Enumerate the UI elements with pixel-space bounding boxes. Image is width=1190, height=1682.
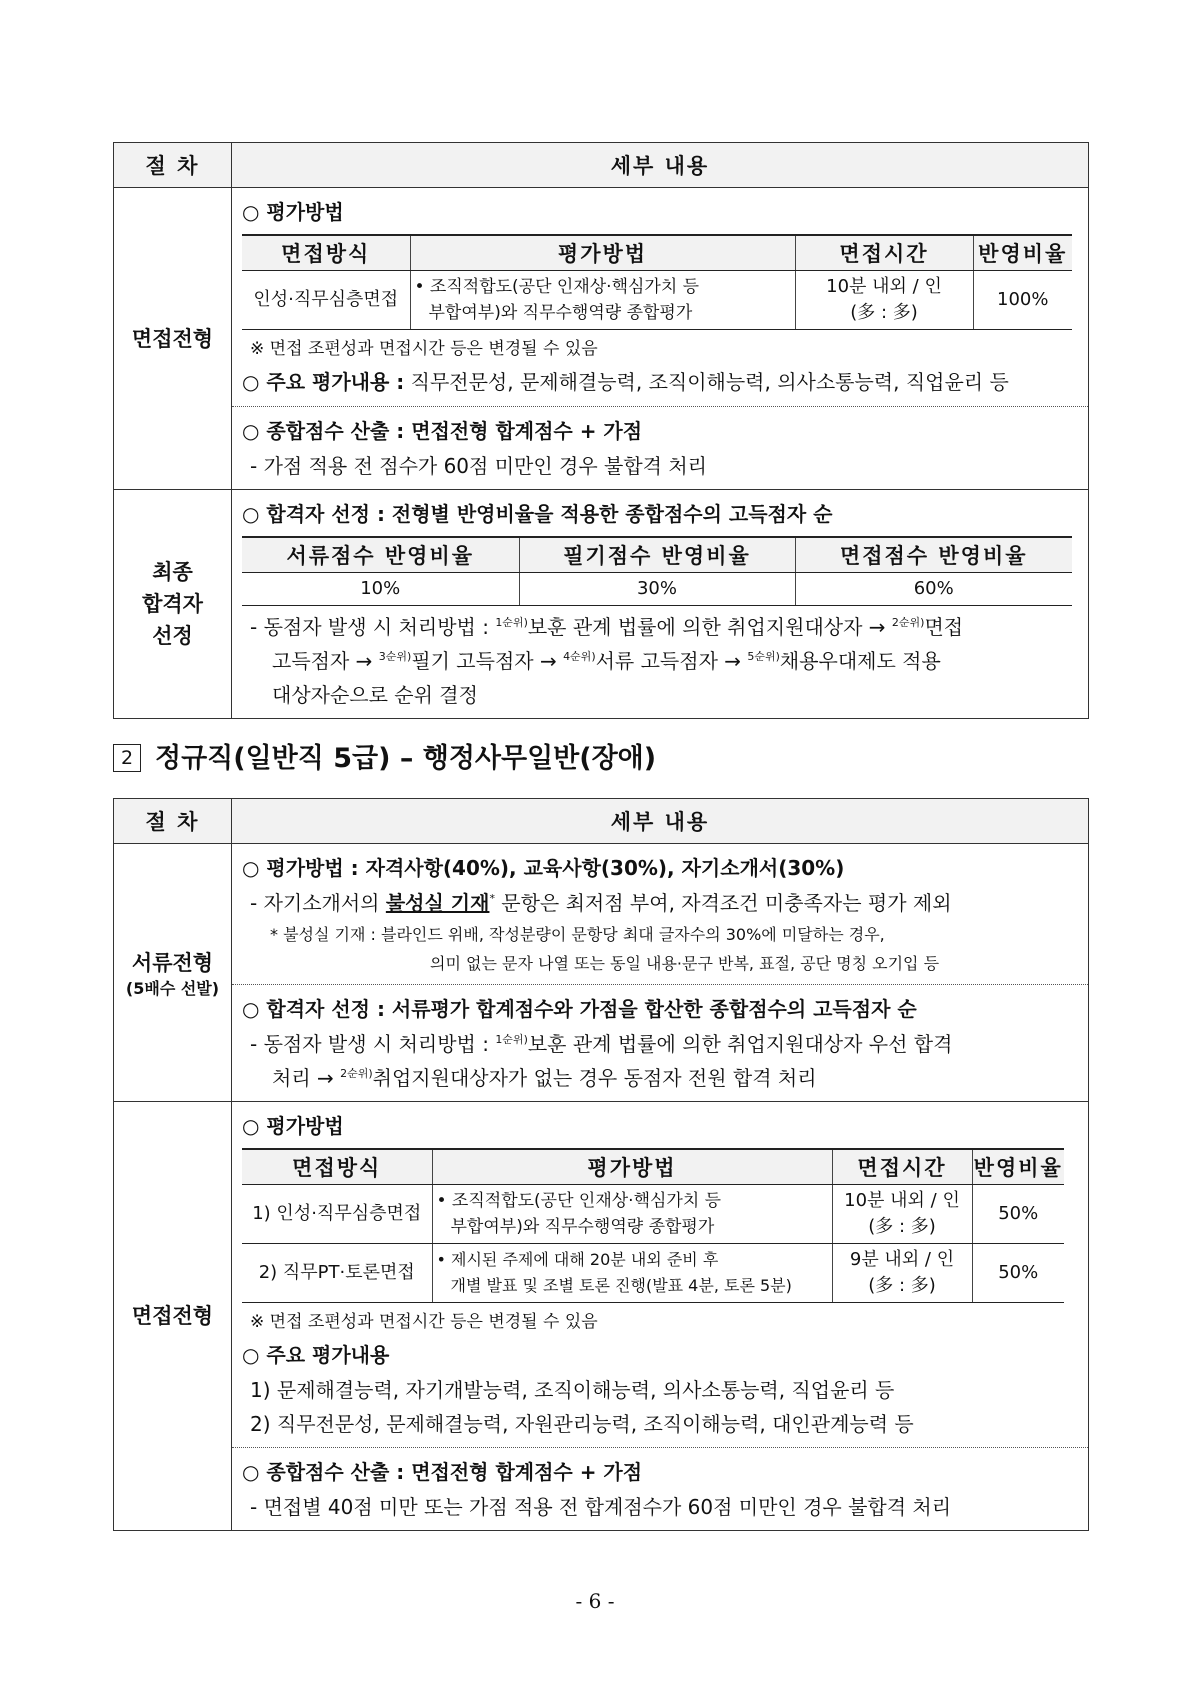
header-detail: 세부 내용: [232, 799, 1089, 844]
time-line2: (多 : 多): [868, 1275, 936, 1296]
table-row: [242, 271, 1072, 330]
eval-method-line2: 부합여부)와 직무수행역량 종합평가: [428, 303, 693, 323]
document-method-section: [232, 844, 1088, 984]
table-header-row: [114, 143, 1089, 188]
document-detail: [232, 844, 1089, 1102]
tie-text: 필기 고득점자 →: [411, 649, 564, 673]
rule-text: - 자기소개서의: [250, 891, 386, 915]
final-title: ○ 합격자 선정 : 전형별 반영비율을 적용한 종합점수의 고득점자 순: [242, 502, 833, 526]
col-eval-method: 평가방법: [432, 1149, 832, 1185]
tie-text: 채용우대제도 적용: [779, 649, 941, 673]
score-rule: - 가점 적용 전 점수가 60점 미만인 경우 불합격 처리: [250, 454, 707, 478]
time-line1: 9분 내외 / 인: [849, 1249, 955, 1270]
rank-1: 1순위): [495, 616, 528, 629]
interview-row: [114, 188, 1089, 490]
col-interview-time: 면접시간: [795, 235, 973, 271]
interview-ratio: 60%: [795, 573, 1072, 606]
main-eval-title: ○ 주요 평가내용: [242, 1343, 390, 1367]
page-number: - 6 -: [575, 1589, 615, 1613]
col-ratio: 반영비율: [973, 235, 1072, 271]
col-written-ratio: 필기점수 반영비율: [519, 537, 795, 573]
final-label-line3: 선정: [152, 624, 193, 648]
interview-time: [832, 1244, 972, 1303]
table-row: [242, 1185, 1064, 1244]
eval-method-line1: • 조직적합도(공단 인재상·핵심가치 등: [414, 277, 700, 297]
ratio-table: [242, 536, 1072, 606]
doc-ratio: 10%: [242, 573, 519, 606]
main-eval-content: [242, 364, 1080, 400]
ratio: 50%: [972, 1185, 1064, 1244]
tie-text: 면접: [924, 615, 964, 639]
procedure-table-1: [113, 142, 1089, 719]
interview-method-section: [232, 1102, 1088, 1447]
final-label-line2: 합격자: [142, 592, 203, 616]
document-row: [114, 844, 1089, 1102]
eval-method: [432, 1185, 832, 1244]
rank-5: 5순위): [747, 650, 780, 663]
table-row: [242, 573, 1072, 606]
rank-3: 3순위): [378, 650, 412, 663]
col-doc-ratio: 서류점수 반영비율: [242, 537, 519, 573]
section-2-title: 정규직(일반직 5급) – 행정사무일반(장애): [155, 743, 657, 774]
col-eval-method: 평가방법: [410, 235, 795, 271]
rank-2: 2순위): [340, 1067, 373, 1080]
time-line1: 10분 내외 / 인: [844, 1190, 960, 1211]
final-label-line1: 최종: [152, 560, 193, 584]
eval-method-line1: • 조직적합도(공단 인재상·핵심가치 등: [436, 1191, 722, 1211]
written-ratio: 30%: [519, 573, 795, 606]
eval-method-line1: • 제시된 주제에 대해 20분 내외 준비 후: [436, 1250, 719, 1269]
interview-label: 면접전형: [114, 188, 232, 490]
col-interview-ratio: 면접점수 반영비율: [795, 537, 1072, 573]
interview-note: ※ 면접 조편성과 면접시간 등은 변경될 수 있음: [250, 1312, 598, 1332]
col-interview-time: 면접시간: [832, 1149, 972, 1185]
footnote-star: *: [489, 892, 495, 905]
rule-text: 문항은 최저점 부여, 자격조건 미충족자는 평가 제외: [494, 891, 952, 915]
main-eval-item-1: 1) 문제해결능력, 자기개발능력, 조직이해능력, 의사소통능력, 직업윤리 등: [250, 1378, 895, 1402]
score-title: ○ 종합점수 산출 : 면접전형 합계점수 + 가점: [242, 1460, 643, 1484]
footnote-line2: 의미 없는 문자 나열 또는 동일 내용·문구 반복, 표절, 공단 명칭 오기입 등: [430, 954, 940, 973]
interview-label: 면접전형: [114, 1102, 232, 1531]
interview-type: 인성·직무심층면접: [242, 271, 410, 330]
document-select-section: [232, 984, 1088, 1101]
tie-text: 보훈 관계 법률에 의한 취업지원대상자 →: [527, 615, 892, 639]
final-section: [232, 490, 1088, 718]
document-label-text: 서류전형: [131, 950, 214, 975]
header-procedure: 절 차: [114, 799, 232, 844]
tie-text: - 동점자 발생 시 처리방법 :: [250, 615, 496, 639]
time-line2: (多 : 多): [868, 1216, 936, 1237]
interview-method-table: [242, 1148, 1064, 1303]
score-section: [232, 406, 1088, 489]
rank-2: 2순위): [891, 616, 925, 629]
final-label: [114, 490, 232, 719]
score-section: [232, 1447, 1088, 1530]
header-detail: 세부 내용: [232, 143, 1089, 188]
ratio: 100%: [973, 271, 1072, 330]
interview-detail: [232, 188, 1089, 490]
col-ratio: 반영비율: [972, 1149, 1064, 1185]
interview-time: [795, 271, 973, 330]
interview-time: [832, 1185, 972, 1244]
tie-break-rule: [242, 610, 1080, 712]
time-line1: 10분 내외 / 인: [826, 276, 942, 297]
document-label: [114, 844, 232, 1102]
tie-text: 취업지원대상자가 없는 경우 동점자 전원 합격 처리: [372, 1066, 817, 1090]
rank-1: 1순위): [495, 1033, 528, 1046]
score-rule: - 면접별 40점 미만 또는 가점 적용 전 합계점수가 60점 미만인 경우 불합격 처리: [250, 1495, 952, 1519]
main-eval-text: 직무전문성, 문제해결능력, 조직이해능력, 의사소통능력, 직업윤리 등: [404, 370, 1009, 394]
section-number-box: 2: [113, 744, 141, 772]
tie-text: 대상자순으로 순위 결정: [272, 683, 478, 707]
tie-text: 처리 →: [272, 1066, 341, 1090]
tie-break-rule: [242, 1027, 1080, 1095]
col-interview-type: 면접방식: [242, 235, 410, 271]
score-title: ○ 종합점수 산출 : 면접전형 합계점수 + 가점: [242, 419, 643, 443]
method-title: ○ 평가방법: [242, 200, 344, 224]
final-row: [114, 490, 1089, 719]
rule-underlined: 불성실 기재: [385, 891, 490, 915]
document-method: ○ 평가방법 : 자격사항(40%), 교육사항(30%), 자기소개서(30%): [242, 856, 845, 880]
time-line2: (多 : 多): [850, 302, 918, 323]
interview-type: 1) 인성·직무심층면접: [242, 1185, 432, 1244]
interview-detail: [232, 1102, 1089, 1531]
document-select-title: ○ 합격자 선정 : 서류평가 합계점수와 가점을 합산한 종합점수의 고득점자 순: [242, 997, 917, 1021]
final-detail: [232, 490, 1089, 719]
tie-text: 서류 고득점자 →: [595, 649, 748, 673]
self-intro-rule: [242, 886, 1080, 920]
interview-method-section: [232, 188, 1088, 406]
interview-type: 2) 직무PT·토론면접: [242, 1244, 432, 1303]
footnote-line1: * 불성실 기재 : 블라인드 위배, 작성분량이 문항당 최대 글자수의 30%에 미달하는 경우,: [270, 925, 885, 944]
interview-note: ※ 면접 조편성과 면접시간 등은 변경될 수 있음: [250, 339, 598, 359]
eval-method-line2: 부합여부)와 직무수행역량 종합평가: [450, 1217, 715, 1237]
procedure-table-2: [113, 798, 1089, 1531]
eval-method-line2: 개별 발표 및 조별 토론 진행(발표 4분, 토론 5분): [450, 1276, 792, 1295]
method-title: ○ 평가방법: [242, 1114, 344, 1138]
tie-text: - 동점자 발생 시 처리방법 :: [250, 1032, 496, 1056]
table-row: [242, 1244, 1064, 1303]
eval-method: [410, 271, 795, 330]
rank-4: 4순위): [563, 650, 596, 663]
col-interview-type: 면접방식: [242, 1149, 432, 1185]
main-eval-label: ○ 주요 평가내용 :: [242, 370, 405, 394]
footnote: [242, 920, 1080, 978]
section-2-heading: [113, 736, 656, 775]
header-procedure: 절 차: [114, 143, 232, 188]
tie-text: 보훈 관계 법률에 의한 취업지원대상자 우선 합격: [527, 1032, 953, 1056]
main-eval-item-2: 2) 직무전문성, 문제해결능력, 자원관리능력, 조직이해능력, 대인관계능력 등: [250, 1412, 914, 1436]
tie-text: 고득점자 →: [272, 649, 379, 673]
table-header-row: [114, 799, 1089, 844]
document-label-sub: (5배수 선발): [125, 978, 220, 998]
eval-method: [432, 1244, 832, 1303]
ratio: 50%: [972, 1244, 1064, 1303]
interview-row: [114, 1102, 1089, 1531]
interview-method-table: [242, 234, 1072, 330]
